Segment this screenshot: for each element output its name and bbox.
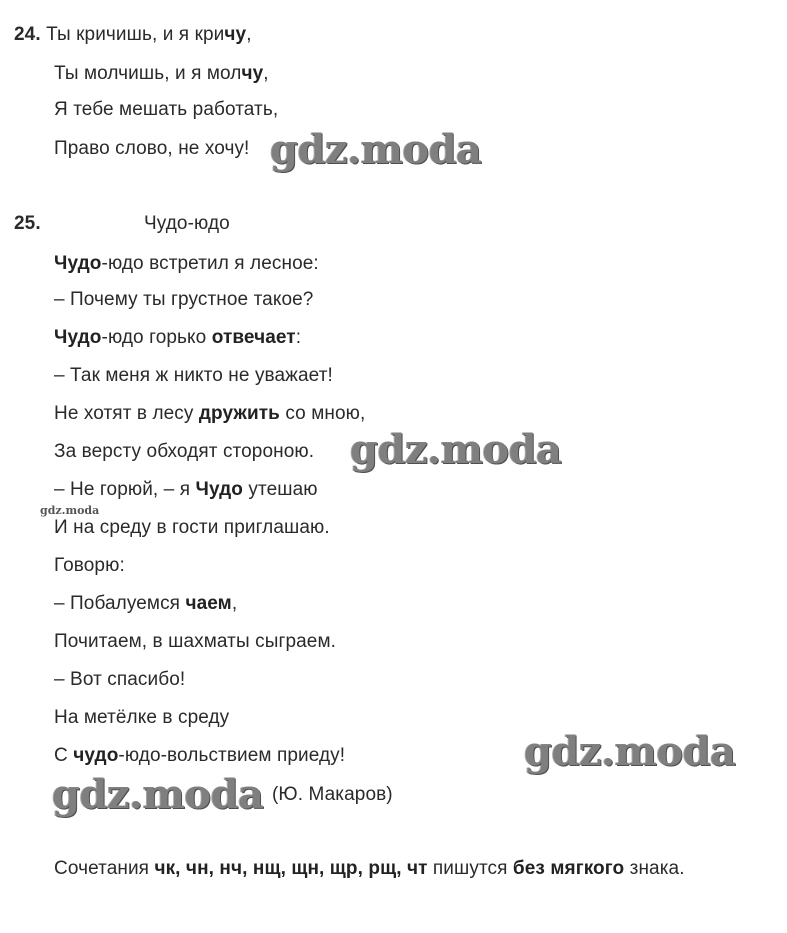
poem-line-1 — [54, 252, 319, 276]
watermark: gdz.moda — [52, 771, 264, 818]
highlight: Чудо — [54, 327, 102, 348]
highlight: чаем — [185, 593, 232, 614]
highlight: Чудо — [54, 253, 102, 274]
watermark: gdz.moda — [350, 426, 562, 473]
poem-line-8: И на среду в гости приглашаю. — [54, 517, 330, 538]
poem-line-14 — [54, 744, 345, 768]
ex24-line-4: Право слово, не хочу! — [54, 138, 250, 159]
rule-line — [54, 857, 685, 881]
text: Ты молчишь, и я мол — [54, 63, 242, 84]
text: знака. — [624, 858, 685, 879]
poem-line-12: – Вот спасибо! — [54, 669, 186, 690]
exercise-number-25: 25. — [14, 213, 41, 234]
poem-author: (Ю. Макаров) — [272, 784, 393, 805]
text: Не хотят в лесу — [54, 403, 199, 424]
highlight: чк, чн, нч, нщ, щн, щр, рщ, чт — [154, 858, 428, 879]
text: -юдо горько — [101, 327, 212, 348]
watermark: gdz.moda — [270, 126, 482, 173]
text: Ты кричишь, и я кри — [46, 24, 225, 45]
exercise-number-24: 24. — [14, 24, 41, 45]
poem-line-7 — [54, 478, 318, 502]
poem-line-3 — [54, 326, 301, 350]
poem-line-13: На метёлке в среду — [54, 707, 230, 728]
highlight: чу — [224, 24, 247, 45]
text: -юдо-вольствием приеду! — [118, 745, 346, 766]
text: -юдо встретил я лесное: — [101, 253, 319, 274]
poem-line-2: – Почему ты грустное такое? — [54, 289, 314, 310]
text: С — [54, 745, 74, 766]
highlight: дружить — [198, 403, 280, 424]
poem-line-4: – Так меня ж никто не уважает! — [54, 365, 333, 386]
text: – Не горюй, – я — [54, 479, 196, 500]
text: , — [246, 24, 252, 45]
text: со мною, — [279, 403, 366, 424]
text: утешаю — [243, 479, 318, 500]
highlight: без мягкого — [512, 858, 625, 879]
watermark-small: gdz.moda — [40, 504, 100, 517]
text: – Побалуемся — [54, 593, 186, 614]
poem-line-9: Говорю: — [54, 555, 125, 576]
text: , — [231, 593, 238, 614]
poem-line-10 — [54, 592, 237, 616]
poem-line-6: За версту обходят стороною. — [54, 441, 315, 462]
text: Сочетания — [54, 858, 155, 879]
poem-title: Чудо-юдо — [144, 213, 230, 234]
ex24-line-3: Я тебе мешать работать, — [54, 99, 279, 120]
ex24-line-1 — [14, 23, 252, 47]
text: : — [295, 327, 302, 348]
watermark: gdz.moda — [524, 728, 736, 775]
ex24-line-2 — [54, 62, 269, 86]
poem-line-5 — [54, 402, 365, 426]
highlight: Чудо — [195, 479, 244, 500]
text: , — [263, 63, 269, 84]
highlight: чу — [241, 63, 264, 84]
highlight: чудо — [73, 745, 119, 766]
text: пишутся — [427, 858, 513, 879]
ex25-header — [14, 212, 41, 236]
highlight: отвечает — [211, 327, 296, 348]
poem-line-11: Почитаем, в шахматы сыграем. — [54, 631, 337, 652]
